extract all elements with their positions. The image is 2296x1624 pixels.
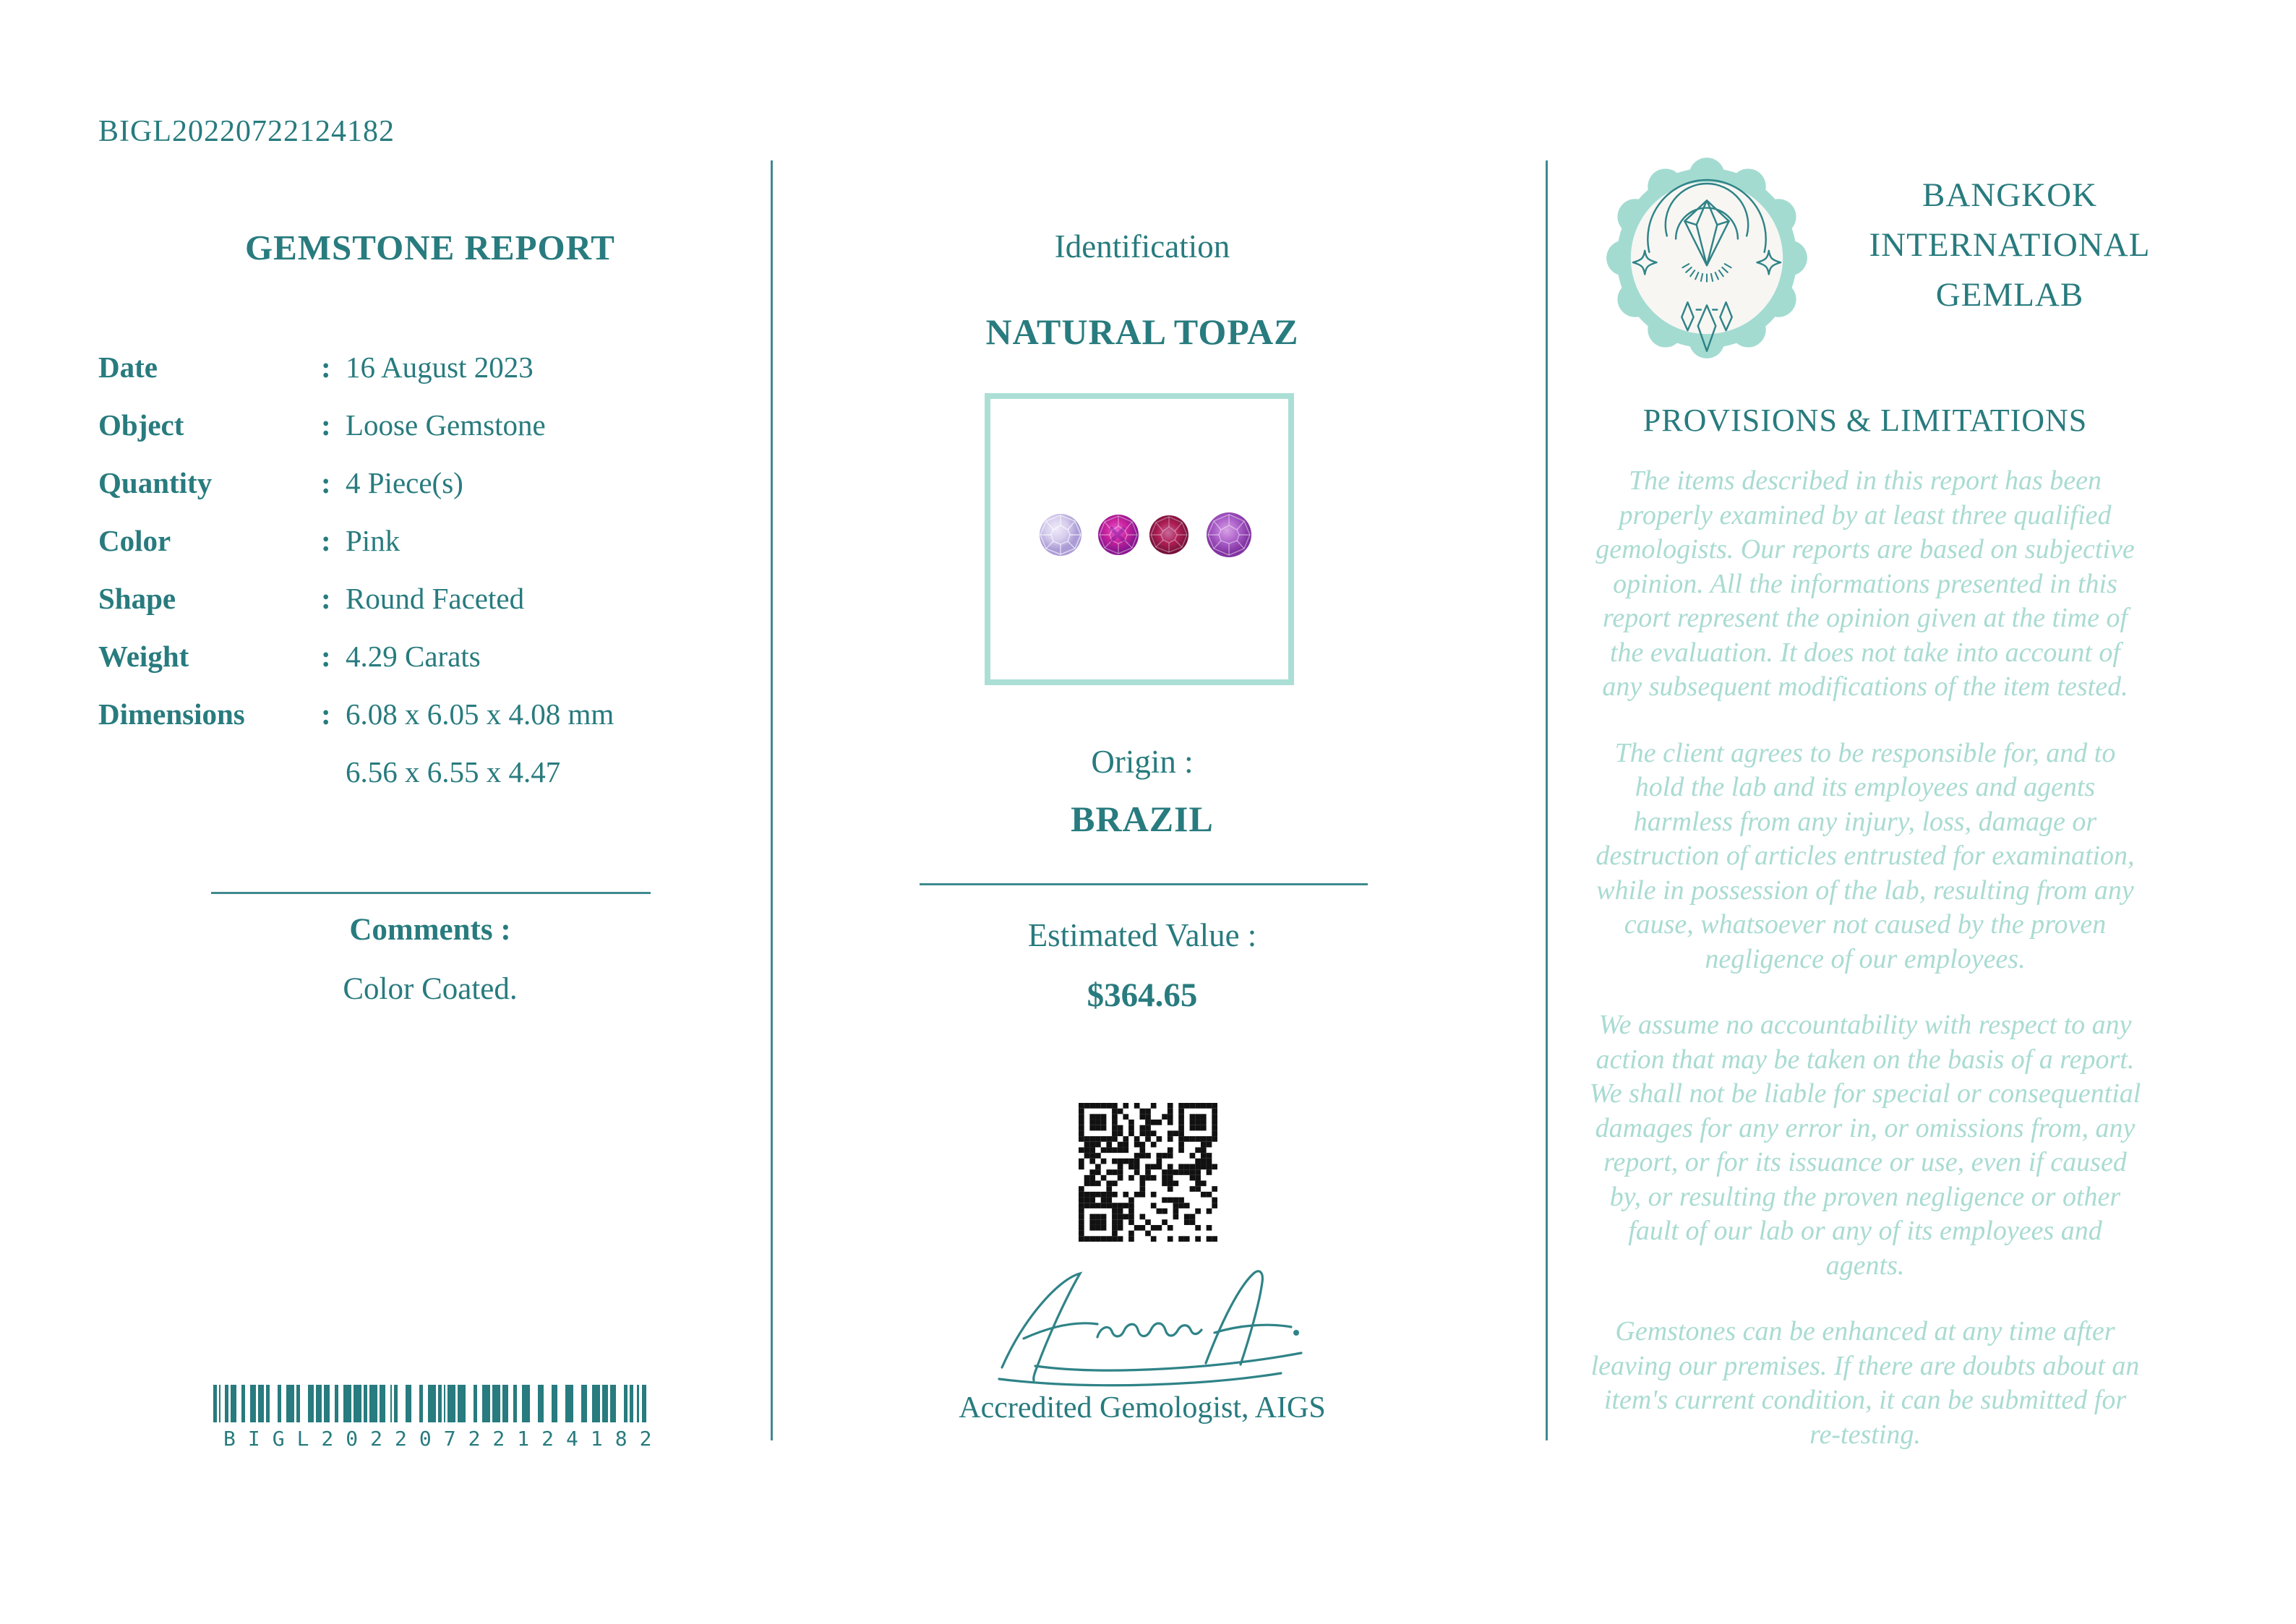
field-label: Date	[98, 351, 158, 384]
field-colon: :	[321, 408, 331, 442]
provisions-paragraph: The items described in this report has been properly examined by at least three qualified gemologists. Our reports are based on subjective opinion. All the informations presented in this report represent the opinion given at the time of the evaluation. It does not take into account of any subsequent modifications of the item tested.	[1595, 465, 2135, 702]
barcode	[213, 1385, 664, 1451]
gemologist-signature	[992, 1258, 1317, 1388]
gemstone-4	[1207, 512, 1251, 557]
field-label: Object	[98, 408, 184, 442]
comments-text: Color Coated.	[343, 972, 518, 1006]
field-value: 4 Piece(s)	[346, 466, 463, 499]
provisions-text	[1588, 464, 2143, 1484]
gemstone-3	[1149, 515, 1188, 554]
gem-photo	[990, 399, 1288, 679]
estimated-value-amount: $364.65	[1087, 976, 1198, 1014]
origin-heading: Origin :	[1091, 744, 1194, 780]
lab-name-line: GEMLAB	[1935, 276, 2084, 314]
origin-divider	[920, 883, 1368, 885]
estimated-value-heading: Estimated Value :	[1027, 917, 1257, 953]
page-title: GEMSTONE REPORT	[245, 228, 615, 267]
origin-country: BRAZIL	[1071, 799, 1214, 839]
signature-strokes	[992, 1258, 1317, 1388]
gemlab-logo	[1602, 153, 1812, 363]
barcode-bars	[213, 1385, 647, 1422]
field-row-shape	[98, 570, 763, 627]
field-value: Round Faceted	[346, 582, 525, 615]
provisions-heading: PROVISIONS & LIMITATIONS	[1642, 403, 2088, 438]
field-value: Pink	[346, 524, 400, 557]
identification-heading: Identification	[1054, 228, 1230, 265]
gem-species: NATURAL TOPAZ	[985, 312, 1299, 352]
field-value: Loose Gemstone	[346, 408, 546, 442]
qr-code-image	[1079, 1103, 1217, 1242]
field-label: Shape	[98, 582, 176, 615]
lab-name	[1822, 171, 2198, 320]
field-row-dimensions	[98, 685, 763, 743]
provisions-paragraph: We assume no accountability with respect to any action that may be taken on the basis of a report. We shall not be liable for special or consequential damages for any error in, or omissions from, any report, or for its issuance or use, even if caused by, or resulting the proven negligence or other fault of our lab or any of its employees and agents.	[1589, 1010, 2141, 1281]
field-colon: :	[321, 351, 331, 384]
field-row-weight	[98, 627, 763, 685]
qr-code	[1079, 1103, 1217, 1242]
column-divider-right	[1546, 160, 1548, 1440]
field-colon: :	[321, 697, 331, 731]
column-divider-left	[771, 160, 773, 1440]
field-row-quantity	[98, 454, 763, 512]
signatory-title: Accredited Gemologist, AIGS	[959, 1391, 1326, 1425]
field-value: 4.29 Carats	[346, 640, 481, 673]
provisions-paragraph: Gemstones can be enhanced at any time after leaving our premises. If there are doubts about an item's current condition, it can be submitted for re-testing.	[1590, 1316, 2140, 1450]
comments-heading: Comments :	[349, 913, 511, 947]
field-row-dimensions-2	[98, 743, 763, 801]
field-label: Weight	[98, 640, 189, 673]
field-row-object	[98, 396, 763, 454]
field-row-date	[98, 338, 763, 396]
comments-divider	[211, 892, 651, 894]
field-value: 16 August 2023	[346, 351, 534, 384]
report-fields	[98, 338, 763, 801]
field-label: Quantity	[98, 466, 213, 499]
lab-name-line: INTERNATIONAL	[1869, 226, 2151, 264]
barcode-label: BIGL20220722124182	[223, 1427, 664, 1451]
field-value-secondary: 6.56 x 6.55 x 4.47	[346, 755, 561, 789]
field-colon: :	[321, 582, 331, 615]
field-colon: :	[321, 640, 331, 673]
gemstone-2	[1098, 515, 1139, 555]
field-value: 6.08 x 6.05 x 4.08 mm	[346, 697, 614, 731]
lab-name-line: BANGKOK	[1922, 176, 2097, 214]
field-label: Dimensions	[98, 697, 245, 731]
field-colon: :	[321, 524, 331, 557]
gemstone-1	[1040, 514, 1081, 556]
field-label: Color	[98, 524, 171, 557]
field-colon: :	[321, 466, 331, 499]
provisions-paragraph: The client agrees to be responsible for, and to hold the lab and its employees and agents harmless from any injury, loss, damage or destruction of articles entrusted for examination, while in possession of the lab, resulting from any cause, whatsoever not caused by the proven negligence of our employees.	[1595, 737, 2135, 974]
field-row-color	[98, 512, 763, 570]
report-serial-number: BIGL20220722124182	[98, 115, 395, 148]
gem-photo-frame	[985, 393, 1294, 685]
gemlab-logo-badge	[1602, 153, 1812, 363]
